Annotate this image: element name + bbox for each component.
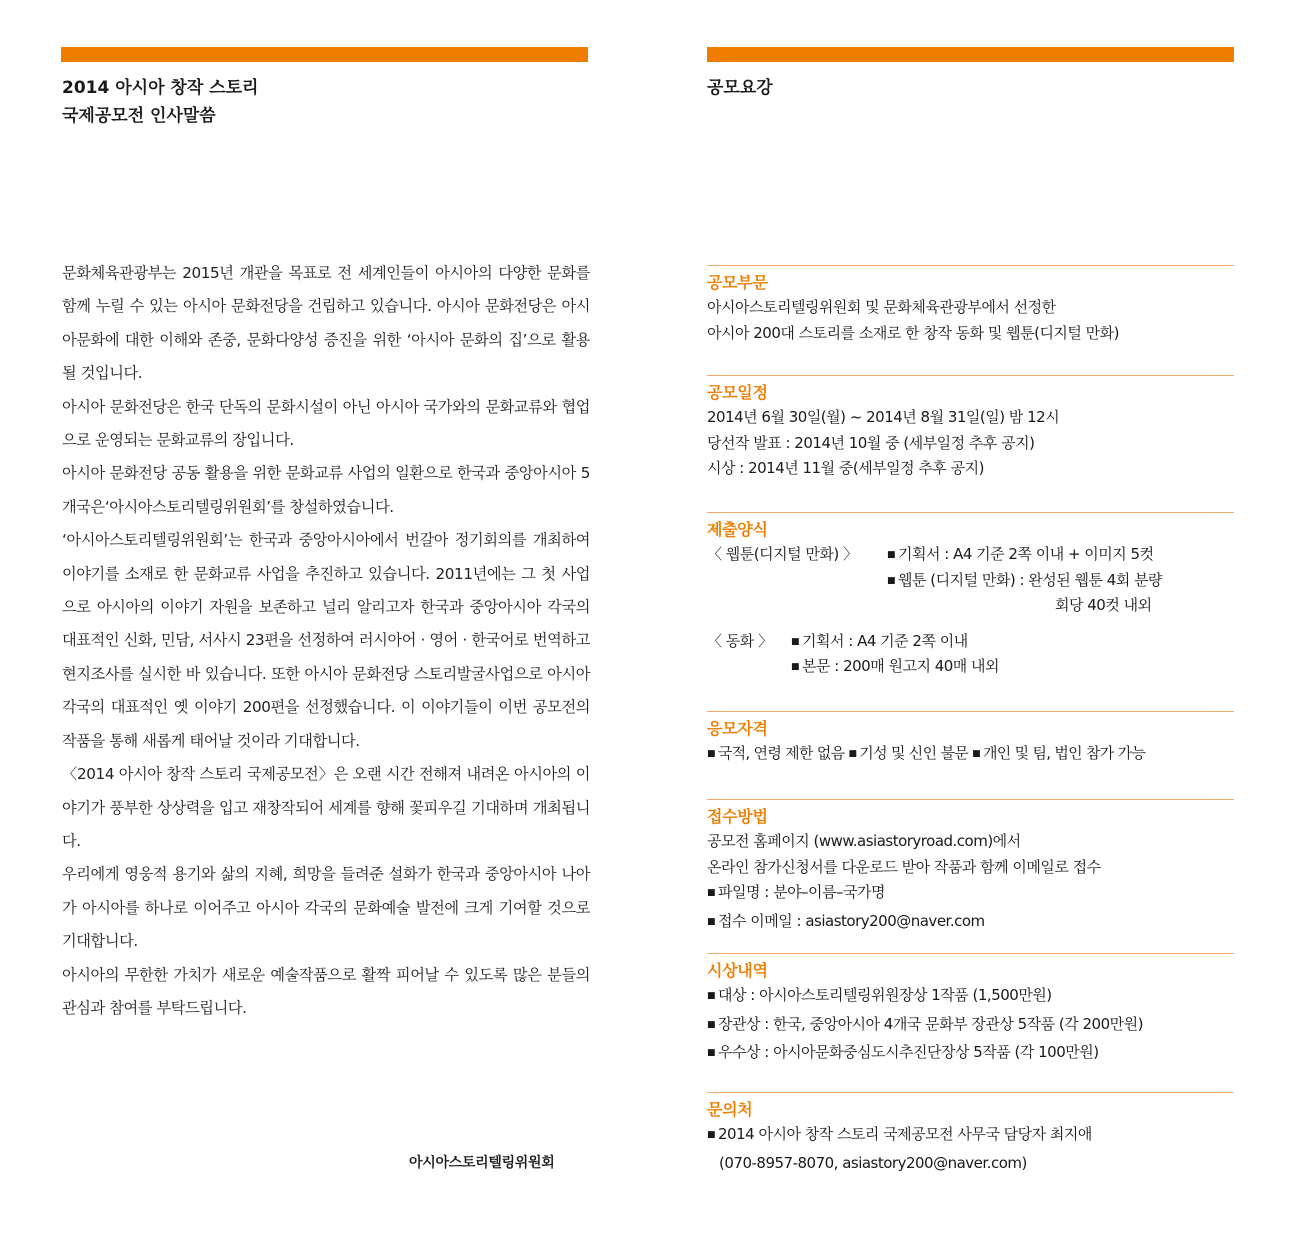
signature: 아시아스토리텔링위원회 — [409, 1155, 555, 1171]
section-divider — [707, 375, 1234, 376]
section-divider — [707, 799, 1234, 800]
section-line: 아시아스토리텔링위원회 및 문화체육관광부에서 선정한 — [707, 298, 1056, 316]
webtoon-label: 〈 웹툰(디지털 만화) 〉 — [707, 545, 858, 563]
section-line: 당선작 발표 : 2014년 10월 중 (세부일정 추후 공지) — [707, 433, 1035, 452]
section-heading: 공모일정 — [707, 383, 768, 402]
right-accent-bar — [707, 47, 1234, 62]
section-divider — [707, 265, 1234, 266]
section-line: 시상 : 2014년 11월 중(세부일정 추후 공지) — [707, 459, 984, 478]
section-divider — [707, 1092, 1234, 1093]
eligibility-item: ■ 개인 및 팀, 법인 참가 가능 — [972, 744, 1145, 762]
section-line: 온라인 참가신청서를 다운로드 받아 작품과 함께 이메일로 접수 — [707, 857, 1101, 876]
greeting-title-line1: 2014 아시아 창작 스토리 — [62, 78, 259, 98]
section-eligibility — [707, 711, 1234, 770]
award-item: ■ 우수상 : 아시아문화중심도시추진단장상 5작품 (각 100만원) — [707, 1040, 1234, 1069]
section-heading: 제출양식 — [707, 520, 768, 539]
webtoon-row — [707, 593, 1234, 619]
section-heading: 문의처 — [707, 1100, 753, 1119]
section-divider — [707, 953, 1234, 954]
guidelines-title: 공모요강 — [707, 78, 773, 98]
greeting-title-line2: 국제공모전 인사말씀 — [62, 106, 216, 126]
greeting-paragraph-6: 우리에게 영웅적 용기와 삶의 지혜, 희망을 들려준 설화가 한국과 중앙아시아 나아가 아시아를 하나로 이어주고 아시아 각국의 문화예술 발전에 크게 기여할 것으로 기대합니다. — [62, 865, 590, 951]
greeting-paragraph-1: 문화체육관광부는 2015년 개관을 목표로 전 세계인들이 아시아의 다양한 문화를 함께 누릴 수 있는 아시아 문화전당을 건립하고 있습니다. 아시아 문화전당은 아시아문화에 대한 이해와 존중, 문화다양성 증진을 위한 ‘아시아 문화의 집’으로 활용될 것입니다. — [62, 264, 590, 383]
section-divider — [707, 512, 1234, 513]
eligibility-item: ■ 기성 및 신인 불문 — [848, 744, 968, 762]
section-heading: 접수방법 — [707, 807, 768, 826]
section-heading: 시상내역 — [707, 961, 768, 980]
left-accent-bar — [61, 47, 588, 62]
fairy-row — [707, 629, 1234, 655]
section-line: 공모전 홈페이지 (www.asiastoryroad.com)에서 — [707, 832, 1021, 850]
section-line: 2014년 6월 30일(월) ~ 2014년 8월 31일(일) 밤 12시 — [707, 408, 1060, 426]
section-heading: 응모자격 — [707, 719, 768, 738]
section-schedule — [707, 375, 1234, 482]
greeting-paragraph-2: 아시아 문화전당은 한국 단독의 문화시설이 아닌 아시아 국가와의 문화교류와 협업으로 운영되는 문화교류의 장입니다. — [62, 397, 590, 450]
fairy-label: 〈 동화 〉 — [707, 631, 773, 650]
submission-item: ■ 접수 이메일 : asiastory200@naver.com — [707, 909, 1234, 938]
section-contact — [707, 1092, 1234, 1176]
greeting-paragraph-4: ‘아시아스토리텔링위원회’는 한국과 중앙아시아에서 번갈아 정기회의를 개최하여 이야기를 소재로 한 문화교류 사업을 추진하고 있습니다. 2011년에는 그 첫 사업으로 아시아의 이야기 자원을 보존하고 널리 알리고자 한국과 중앙아시아 각국의 대표적인 신화, 민담, 서사시 23편을 선정하여 러시아어 · 영어 · 한국어로 번역하고 현지조사를 실시한 바 있습니다. 또한 아시아 문화전당 스토리발굴사업으로 아시아 각국의 대표적인 옛 이야기 200편을 선정했습니다. 이 이야기들이 이번 공모전의 작품을 통해 새롭게 태어날 것이라 기대합니다. — [62, 531, 590, 750]
webtoon-item-cont: 회당 40컷 내외 — [1055, 596, 1152, 615]
webtoon-item: ■ 기획서 : A4 기준 2쪽 이내 + 이미지 5컷 — [887, 542, 1154, 571]
section-submission — [707, 799, 1234, 937]
webtoon-row — [707, 542, 1234, 568]
fairy-row — [707, 654, 1234, 680]
eligibility-row — [707, 741, 1234, 770]
award-item: ■ 장관상 : 한국, 중앙아시아 4개국 문화부 장관상 5작품 (각 200만원) — [707, 1012, 1234, 1041]
greeting-body — [62, 257, 590, 1025]
section-divider — [707, 711, 1234, 712]
greeting-paragraph-3: 아시아 문화전당 공동 활용을 위한 문화교류 사업의 일환으로 한국과 중앙아시아 5개국은‘아시아스토리텔링위원회’를 창설하였습니다. — [62, 464, 590, 516]
section-format — [707, 512, 1234, 680]
submission-item: ■ 파일명 : 분야–이름–국가명 — [707, 880, 1234, 909]
contact-details: (070-8957-8070, asiastory200@naver.com) — [719, 1153, 1027, 1172]
section-heading: 공모부문 — [707, 273, 768, 292]
section-category — [707, 265, 1234, 346]
greeting-paragraph-7: 아시아의 무한한 가치가 새로운 예술작품으로 활짝 피어날 수 있도록 많은 분들의 관심과 참여를 부탁드립니다. — [62, 965, 590, 1017]
award-item: ■ 대상 : 아시아스토리텔링위원장상 1작품 (1,500만원) — [707, 983, 1234, 1012]
greeting-title — [62, 74, 258, 130]
fairy-item: ■ 본문 : 200매 원고지 40매 내외 — [791, 654, 999, 683]
eligibility-item: ■ 국적, 연령 제한 없음 — [707, 744, 844, 762]
fairy-item: ■ 기획서 : A4 기준 2쪽 이내 — [791, 629, 968, 658]
webtoon-row — [707, 568, 1234, 594]
contact-item: ■ 2014 아시아 창작 스토리 국제공모전 사무국 담당자 최지애 — [707, 1122, 1234, 1151]
webtoon-item: ■ 웹툰 (디지털 만화) : 완성된 웹툰 4회 분량 — [887, 568, 1162, 597]
section-awards — [707, 953, 1234, 1069]
greeting-paragraph-5: 〈2014 아시아 창작 스토리 국제공모전〉은 오랜 시간 전해져 내려온 아시아의 이야기가 풍부한 상상력을 입고 재창작되어 세계를 향해 꽃피우길 기대하며 개최됩니다. — [62, 765, 590, 850]
section-line: 아시아 200대 스토리를 소재로 한 창작 동화 및 웹툰(디지털 만화) — [707, 323, 1120, 342]
